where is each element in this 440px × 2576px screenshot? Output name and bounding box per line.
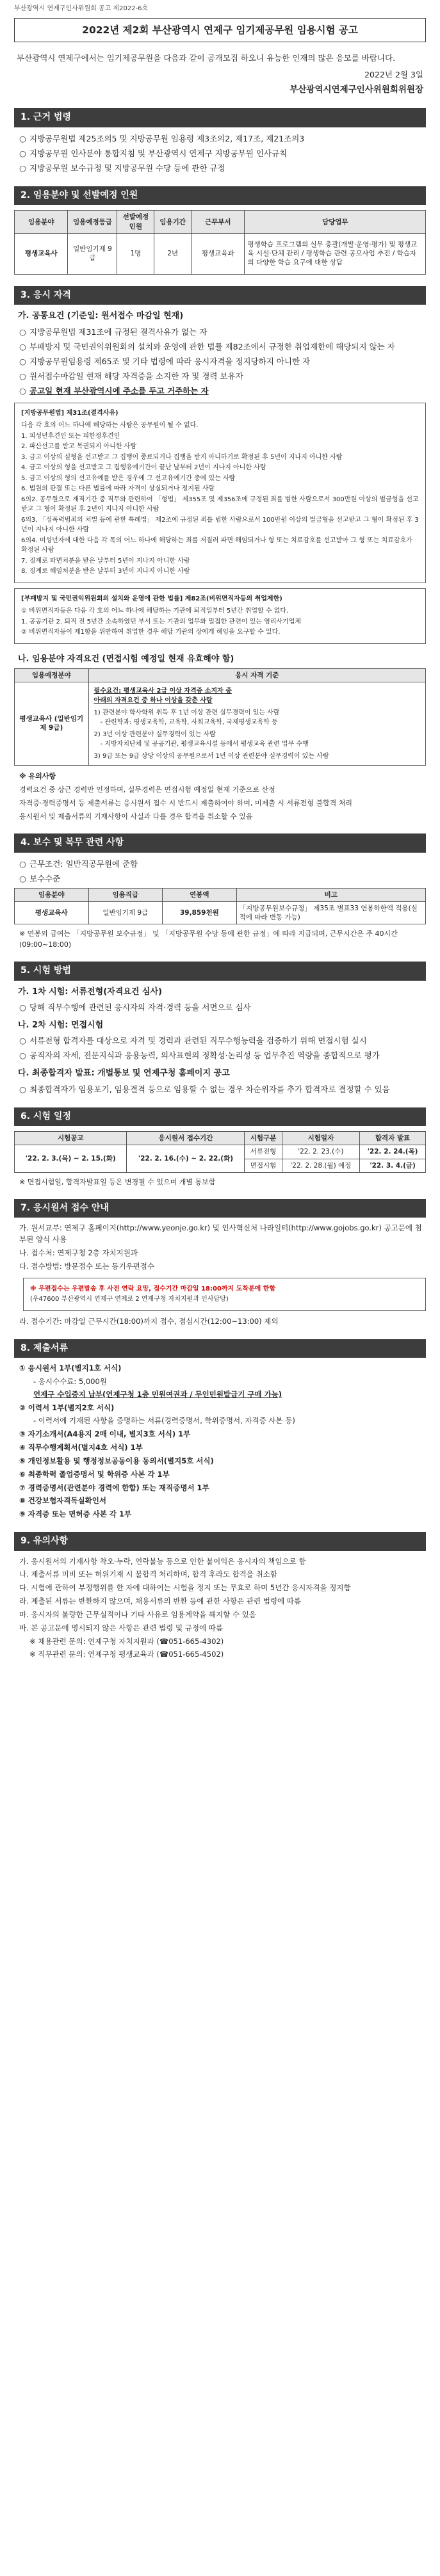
circle-bullet-icon: ○ [19, 385, 26, 396]
qualification-table [14, 668, 426, 766]
table-row [15, 682, 426, 765]
notes-title: ※ 유의사항 [19, 771, 56, 780]
qual-line: - 지방자치단체 및 공공기관, 평생교육시설 등에서 평생교육 관련 업무 수행 [100, 740, 309, 748]
box-line: 6. 법원의 판결 또는 다른 법률에 따라 자격이 상실되거나 정지된 사람 [21, 485, 215, 493]
box-line: 2. 파산선고를 받고 복권되지 아니한 사람 [21, 443, 136, 451]
col-header: 시험공고 [15, 1132, 127, 1145]
box-line: 6의3. 「성폭력범죄의 처벌 등에 관한 특례법」 제2조에 규정된 죄를 범한 사람으로서 100만원 이상의 벌금형을 선고받고 그 형이 확정된 후 3년이 지나지 아니한 사람 [21, 516, 419, 534]
employment-restriction-box [14, 588, 426, 644]
box-title: [부패방지 및 국민권익위원회의 설치와 운영에 관한 법률] 제82조(비위면직자등의 취업제한) [21, 595, 282, 602]
circle-bullet-icon: ○ [19, 1002, 26, 1013]
section-4-header: 4. 보수 및 복무 관련 사항 [14, 833, 426, 853]
legal-basis-item: ○ 지방공무원 인사분야 통합지침 및 부산광역시 연제구 지방공무원 인사규칙 [19, 147, 426, 160]
document-reference: 부산광역시 연제구인사위원회 공고 제2022-6호 [14, 5, 149, 12]
box-line: ② 비위면직자등이 제1항을 위반하여 취업한 경우 해당 기관의 장에게 해임을 요구할 수 있다. [21, 629, 281, 636]
pay-table [14, 888, 426, 925]
col-header: 비고 [236, 888, 425, 901]
pay-note: ※ 연봉외 급여는 「지방공무원 보수규정」 및 「지방공무원 수당 등에 관한 규정」에 따라 지급되며, 근무시간은 주 40시간(09:00~18:00) [19, 930, 398, 949]
table-row [15, 901, 426, 924]
box-line: 6의2. 공무원으로 재직기간 중 직무와 관련하여 「형법」 제355조 및 제356조에 규정된 죄를 범한 사람으로서 300만원 이상의 벌금형을 선고받고 그 형이 확정된 후 2년이 지나지 아니한 사람 [21, 495, 419, 513]
requirement-item: ○ 지방공무원임용령 제65조 및 기타 법령에 따라 응시자격을 정지당하지 아니한 자 [19, 355, 426, 368]
table-row [15, 233, 426, 274]
table-header-row [15, 211, 426, 233]
document-item: ⑧ 건강보험자격득실확인서 [19, 1496, 106, 1506]
postal-address-line: (우47600 부산광역시 연제구 연제로 2 연제구청 자치지원과 인사담당) [30, 1296, 229, 1303]
cell-field: 평생교육사 [15, 901, 89, 924]
cell-apply-period: '22. 2. 16.(수) ~ 2. 22.(화) [127, 1145, 245, 1172]
circle-bullet-icon: ○ [19, 326, 26, 337]
cell-grade: 일반임기제 9급 [88, 901, 163, 924]
page-title: 2022년 제2회 부산광역시 연제구 임기제공무원 임용시험 공고 [14, 18, 426, 42]
col-header: 근무부서 [191, 211, 245, 233]
circle-bullet-icon: ○ [19, 148, 26, 158]
issuing-organization: 부산광역시연제구인사위원회위원장 [289, 85, 423, 95]
cell-duties: 평생학습 프로그램의 실무 총괄(개발·운영·평가) 및 평생교육 시설·단체 관리 / 평생학습 관련 공모사업 추진 / 학습자의 다양한 학습 요구에 대한 상담 [245, 233, 426, 274]
document-item: ① 응시원서 1부(별지1호 서식) [19, 1364, 122, 1373]
cell-field: 평생교육사 (일반임기제 9급) [15, 682, 89, 765]
contact-line: ※ 직무관련 문의: 연제구청 평생교육과 (☎051-665-4502) [29, 1650, 224, 1659]
section-2-header: 2. 임용분야 및 선발예정 인원 [14, 186, 426, 205]
cell-count: 1명 [117, 233, 154, 274]
qual-line: 1) 관련분야 학사학위 취득 후 1년 이상 관련 실무경력이 있는 사람 [94, 709, 280, 716]
notice-date: 2022년 2월 3일 [364, 69, 423, 79]
caution-item: 가. 응시원서의 기재사항 착오·누락, 연락불능 등으로 인한 불이익은 응시자의 책임으로 함 [19, 1556, 306, 1566]
circle-bullet-icon: ○ [19, 858, 26, 869]
intro-paragraph: 부산광역시 연제구에서는 임기제공무원을 다음과 같이 공개모집 하오니 유능한 인재의 많은 응모를 바랍니다. [17, 52, 396, 63]
requirement-item: ○ 공고일 현재 부산광역시에 주소를 두고 거주하는 자 [19, 385, 426, 398]
legal-basis-item: ○ 지방공무원 보수규정 및 지방공무원 수당 등에 관한 규정 [19, 162, 426, 175]
application-item: 라. 접수기간: 마감일 근무시간(18:00)까지 접수, 점심시간(12:00~13:00) 제외 [19, 1316, 279, 1326]
cell-field: 평생교육사 [15, 233, 68, 274]
cell-exam-type: 서류전형 [245, 1145, 282, 1159]
cell-remark: 「지방공무원보수규정」 제35조 별표33 연봉하한액 적용(실적에 따라 변동 가능) [236, 901, 425, 924]
cell-result-date: '22. 2. 24.(목) [360, 1145, 426, 1159]
postal-notice-line: ※ 우편접수는 우편발송 후 사전 연락 요망, 접수기간 마감일 18:00까지 도착분에 한함 [30, 1285, 276, 1292]
col-header: 임용분야 [15, 888, 89, 901]
document-item: ⑤ 개인정보활용 및 행정정보공동이용 동의서(별지5호 서식) [19, 1456, 214, 1465]
circle-bullet-icon: ○ [19, 133, 26, 143]
box-line: ① 비위면직자등은 다음 각 호의 어느 하나에 해당하는 기관에 퇴직일부터 5년간 취업할 수 없다. [21, 608, 289, 615]
exam-step-2: 나. 2차 시험: 면접시험 [18, 1020, 104, 1031]
caution-item: 다. 시험에 관하여 부정행위를 한 자에 대하여는 시험을 정지 또는 무효로 하며 5년간 응시자격을 정지함 [19, 1583, 351, 1593]
recruitment-table [14, 210, 426, 274]
cell-grade: 일반임기제 9급 [68, 233, 117, 274]
note-item: 자격증·경력증명서 등 제출서류는 응시원서 접수 시 반드시 제출하여야 하며, 미제출 시 서류전형 불합격 처리 [19, 799, 352, 808]
caution-item: 마. 응시자의 불량한 근무실적이나 기타 사유로 임용계약을 해지할 수 있음 [19, 1609, 256, 1619]
circle-bullet-icon: ○ [19, 873, 26, 883]
box-title: [지방공무원법] 제31조(결격사유) [21, 409, 118, 417]
exam-step-1: 가. 1차 시험: 서류전형(자격요건 심사) [18, 987, 162, 997]
cell-period: 2년 [154, 233, 191, 274]
section-3-header: 3. 응시 자격 [14, 286, 426, 305]
section-6-header: 6. 시험 일정 [14, 1107, 426, 1127]
col-header: 임용예정분야 [15, 668, 89, 682]
box-line: 3. 금고 이상의 실형을 선고받고 그 집행이 종료되거나 집행을 받지 아니하기로 확정된 후 5년이 지나지 아니한 사람 [21, 453, 343, 461]
section-5-header: 5. 시험 방법 [14, 962, 426, 981]
col-header: 임용직급 [88, 888, 163, 901]
table-header-row [15, 888, 426, 901]
col-header: 임용기간 [154, 211, 191, 233]
requirement-item: ○ 부패방지 및 국민권익위원회의 설치와 운영에 관한 법률 제82조에서 규정한 취업제한에 해당되지 않는 자 [19, 341, 426, 353]
exam-step-item: ○ 당해 직무수행에 관련된 응시자의 자격·경력 등을 서면으로 심사 [19, 1001, 426, 1014]
box-line: 7. 징계로 파면처분을 받은 날부터 5년이 지나지 아니한 사람 [21, 557, 190, 565]
note-item: 응시원서 및 제출서류의 기재사항이 사실과 다를 경우 합격을 취소할 수 있음 [19, 812, 253, 821]
cell-dept: 평생교육과 [191, 233, 245, 274]
pay-item: ○ 보수수준 [19, 873, 426, 885]
application-item: 다. 접수방법: 방문접수 또는 등기우편접수 [19, 1261, 155, 1271]
circle-bullet-icon: ○ [19, 356, 26, 366]
section-9-header: 9. 유의사항 [14, 1532, 426, 1551]
qual-line: 2) 3년 이상 관련분야 실무경력이 있는 사람 [94, 730, 216, 738]
qual-line: 필수요건: 평생교육사 2급 이상 자격증 소지자 중 [94, 687, 232, 695]
document-item: ⑦ 경력증명서(관련분야 경력에 한함) 또는 재직증명서 1부 [19, 1483, 209, 1492]
application-item: 가. 원서교부: 연제구 홈페이지(http://www.yeonje.go.kr) 및 인사혁신처 나라일터(http://www.gojobs.go.kr) 공고문에 첨부된 양식 사용 [19, 1223, 422, 1244]
exam-step-item: ○ 최종합격자가 임용포기, 임용결격 등으로 임용할 수 없는 경우 차순위자를 추가 합격자로 결정할 수 있음 [19, 1083, 426, 1096]
common-requirements-title: 가. 공통요건 (기준일: 원서접수 마감일 현재) [18, 311, 184, 321]
document-subitem: - 응시수수료: 5,000원 [33, 1377, 107, 1387]
cell-amount: 39,859천원 [163, 901, 237, 924]
col-header: 시험구분 [245, 1132, 282, 1145]
note-item: 경력요건 중 상근 경력만 인정하며, 실무경력은 면접시험 예정일 현재 기준으로 산정 [19, 785, 275, 794]
legal-basis-item: ○ 지방공무원법 제25조의5 및 지방공무원 임용령 제3조의2, 제17조, 제21조의3 [19, 133, 426, 145]
disqualification-box [14, 403, 426, 583]
col-header: 합격자 발표 [360, 1132, 426, 1145]
document-subitem: 연제구 수입증지 납부(연제구청 1층 민원여권과 / 무인민원발급기 구매 가능) [33, 1389, 282, 1399]
table-header-row [15, 668, 426, 682]
circle-bullet-icon: ○ [19, 371, 26, 381]
col-header: 응시 자격 기준 [88, 668, 425, 682]
box-line: 다음 각 호의 어느 하나에 해당하는 사람은 공무원이 될 수 없다. [21, 422, 199, 430]
document-item: ③ 자기소개서(A4용지 2매 이내, 별지3호 서식) 1부 [19, 1429, 191, 1439]
qual-line: - 관련학과: 평생교육학, 교육학, 사회교육학, 국제평생교육학 등 [100, 718, 278, 726]
schedule-table [14, 1131, 426, 1173]
box-line: 1. 피성년후견인 또는 피한정후견인 [21, 432, 120, 440]
col-header: 선발예정인원 [117, 211, 154, 233]
table-row [15, 1145, 426, 1159]
application-item: 나. 접수처: 연제구청 2층 자치지원과 [19, 1248, 138, 1258]
section-7-header: 7. 응시원서 접수 안내 [14, 1199, 426, 1218]
requirement-item: ○ 원서접수마감일 현재 해당 자격증을 소지한 자 및 경력 보유자 [19, 370, 426, 383]
circle-bullet-icon: ○ [19, 1051, 26, 1061]
table-header-row [15, 1132, 426, 1145]
caution-item: 나. 제출서류 미비 또는 허위기재 시 불합격 처리하며, 합격 후라도 합격을 취소함 [19, 1570, 278, 1579]
box-line: 1. 공공기관 2. 퇴직 전 5년간 소속하였던 부서 또는 기관의 업무와 밀접한 관련이 있는 영리사기업체 [21, 618, 302, 625]
field-qualification-title: 나. 임용분야 자격요건 (면접시험 예정일 현재 유효해야 함) [18, 654, 234, 664]
box-line: 5. 금고 이상의 형의 선고유예를 받은 경우에 그 선고유예기간 중에 있는 사람 [21, 474, 236, 482]
section-8-header: 8. 제출서류 [14, 1339, 426, 1358]
cell-exam-date: '22. 2. 23.(수) [282, 1145, 360, 1159]
cell-exam-type: 면접시험 [245, 1159, 282, 1172]
col-header: 임용분야 [15, 211, 68, 233]
exam-step-item: ○ 공직자의 자세, 전문지식과 응용능력, 의사표현의 정확성·논리성 등 업무추진 역량을 종합적으로 평가 [19, 1049, 426, 1062]
qual-line: 아래의 자격요건 중 하나 이상을 갖춘 사람 [94, 696, 213, 704]
circle-bullet-icon: ○ [19, 1036, 26, 1046]
cell-exam-date: '22. 2. 28.(월) 예정 [282, 1159, 360, 1172]
cell-qualifications [88, 682, 425, 765]
schedule-note: ※ 면접시험일, 합격자발표일 등은 변경될 수 있으며 개별 통보함 [19, 1177, 216, 1186]
col-header: 시험일자 [282, 1132, 360, 1145]
box-line: 6의4. 미성년자에 대한 다음 각 목의 어느 하나에 해당하는 죄를 저질러 파면·해임되거나 형 또는 치료감호를 선고받아 그 형 또는 치료감호가 확정된 사람 [21, 536, 412, 554]
exam-step-3: 다. 최종합격자 발표: 개별통보 및 연제구청 홈페이지 공고 [18, 1068, 230, 1079]
cell-notice-period: '22. 2. 3.(목) ~ 2. 15.(화) [15, 1145, 127, 1172]
section-1-header: 1. 근거 법령 [14, 108, 426, 127]
qual-line: 3) 9급 또는 9급 상당 이상의 공무원으로서 1년 이상 관련분야 실무경력이 있는 사람 [94, 752, 329, 760]
contact-line: ※ 채용관련 문의: 연제구청 자치지원과 (☎051-665-4302) [29, 1636, 224, 1646]
document-item: ④ 직무수행계획서(별지4호 서식) 1부 [19, 1443, 143, 1453]
pay-item: ○ 근무조건: 일반직공무원에 준함 [19, 858, 426, 871]
cell-result-date: '22. 3. 4.(금) [360, 1159, 426, 1172]
caution-item: 라. 제출된 서류는 반환하지 않으며, 채용서류의 반환 등에 관한 사항은 관련 법령에 따름 [19, 1597, 301, 1606]
circle-bullet-icon: ○ [19, 1084, 26, 1094]
box-line: 4. 금고 이상의 형을 선고받고 그 집행유예기간이 끝난 날부터 2년이 지나지 아니한 사람 [21, 464, 266, 472]
col-header: 연봉액 [163, 888, 237, 901]
document-item: ⑨ 자격증 또는 면허증 사본 각 1부 [19, 1509, 132, 1519]
col-header: 응시원서 접수기간 [127, 1132, 245, 1145]
requirement-item: ○ 지방공무원법 제31조에 규정된 결격사유가 없는 자 [19, 326, 426, 339]
document-item: ② 이력서 1부(별지2호 서식) [19, 1403, 115, 1412]
document-item: ⑥ 최종학력 졸업증명서 및 학위증 사본 각 1부 [19, 1469, 170, 1479]
col-header: 담당업무 [245, 211, 426, 233]
col-header: 임용예정등급 [68, 211, 117, 233]
postal-notice-box [23, 1278, 426, 1311]
document-subitem: - 이력서에 기재된 사항을 증명하는 서류(경력증명서, 학위증명서, 자격증 사본 등) [33, 1416, 295, 1426]
circle-bullet-icon: ○ [19, 163, 26, 173]
exam-step-item: ○ 서류전형 합격자를 대상으로 자격 및 경력과 관련된 직무수행능력을 검증하기 위해 면접시험 실시 [19, 1034, 426, 1047]
caution-item: 바. 본 공고문에 명시되지 않은 사항은 관련 법령 및 규정에 따름 [19, 1623, 223, 1632]
box-line: 8. 징계로 해임처분을 받은 날부터 3년이 지나지 아니한 사람 [21, 568, 190, 576]
circle-bullet-icon: ○ [19, 341, 26, 351]
